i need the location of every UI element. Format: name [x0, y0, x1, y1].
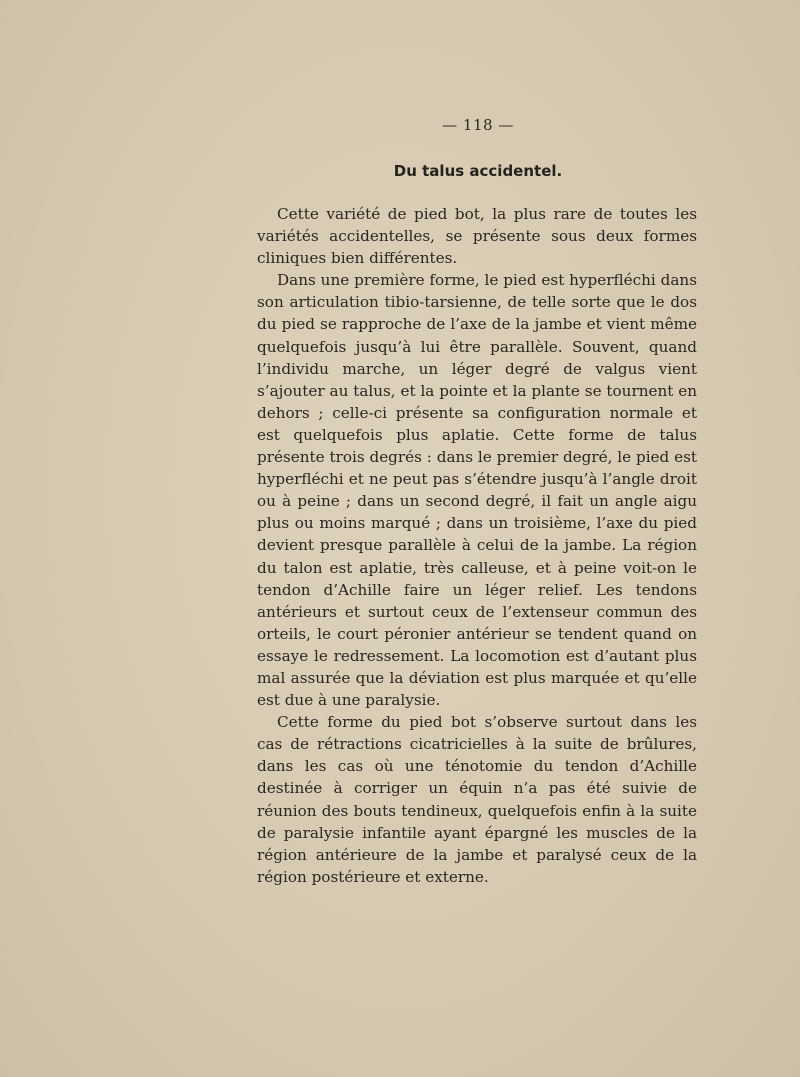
page-number: — 118 —	[442, 116, 514, 134]
paragraph: Dans une première forme, le pied est hyperfléchi dans son articulation tibio-tarsienne, de telle sorte que le dos du pied se rapproche de l’axe de la jambe et vient même quelquefois jusqu’à lui être parallèle. Souvent, quand l’individu marche, un léger degré de valgus vient s’ajouter au talus, et la pointe et la plante se tournent en dehors ; celle-ci présente sa configuration normale et est quelquefois plus aplatie. Cette forme de talus présente trois degrés : dans le premier degré, le pied est hyperfléchi et ne peut pas s’étendre jusqu’à l’angle droit ou à peine ; dans un second degré, il fait un angle aigu plus ou moins marqué ; dans un troisième, l’axe du pied devient presque parallèle à celui de la jambe. La région du talon est aplatie, très calleuse, et à peine voit-on le tendon d’Achille faire un léger relief. Les tendons antérieurs et surtout ceux de l’extenseur commun des orteils, le court péronier antérieur se tendent quand on essaye le redressement. La locomotion est d’autant plus mal assurée que la déviation est plus marquée et qu’elle est due à une paralysie.	[257, 271, 697, 710]
body-text	[257, 203, 697, 888]
paragraph: Cette variété de pied bot, la plus rare de toutes les variétés accidentelles, se présente sous deux formes cliniques bien différentes.	[257, 205, 697, 268]
section-title: Du talus accidentel.	[393, 162, 563, 180]
paragraph: Cette forme du pied bot s’observe surtout dans les cas de rétractions cicatricielles à la suite de brûlures, dans les cas où une ténotomie du tendon d’Achille destinée à corriger un équin n’a pas été suivie de réunion des bouts tendineux, quelquefois enfin à la suite de paralysie infantile ayant épargné les muscles de la région antérieure de la jambe et paralysé ceux de la région postérieure et externe.	[257, 713, 697, 886]
